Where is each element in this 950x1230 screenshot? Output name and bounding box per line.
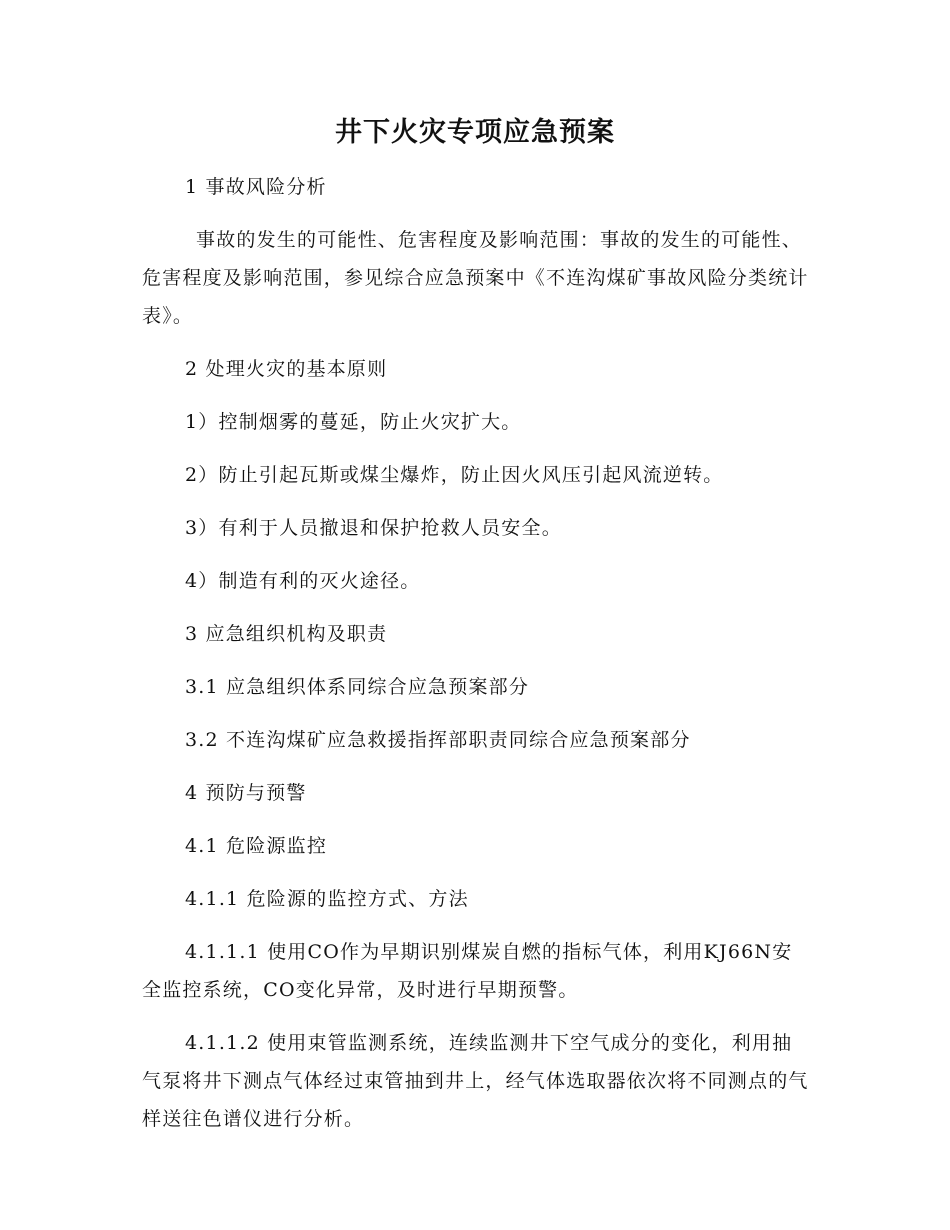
subsection-3-2: 3.2 不连沟煤矿应急救援指挥部职责同综合应急预案部分 [185, 729, 691, 751]
subsection-4-1-1: 4.1.1 危险源的监控方式、方法 [185, 888, 469, 910]
section-heading-3: 3 应急组织机构及职责 [185, 623, 388, 645]
principle-item-1: 1）控制烟雾的蔓延，防止火灾扩大。 [185, 411, 522, 433]
section-heading-2: 2 处理火灾的基本原则 [185, 358, 388, 380]
paragraph-4-1-1-2: 4.1.1.2 使用束管监测系统，连续监测井下空气成分的变化，利用抽气泵将井下测点气体经过束管抽到井上，经气体选取器依次将不同测点的气样送往色谱仪进行分析。 [142, 1032, 809, 1130]
document-body [142, 168, 810, 1138]
document-title: 井下火灾专项应急预案 [335, 117, 615, 148]
principle-item-4: 4）制造有利的灭火途径。 [185, 570, 421, 592]
subsection-4-1: 4.1 危险源监控 [185, 835, 328, 857]
subsection-3-1: 3.1 应急组织体系同综合应急预案部分 [185, 676, 530, 698]
principle-item-3: 3）有利于人员撤退和保护抢救人员安全。 [185, 517, 562, 539]
section-heading-1: 1 事故风险分析 [185, 176, 327, 198]
principle-item-2: 2）防止引起瓦斯或煤尘爆炸，防止因火风压引起风流逆转。 [185, 464, 724, 486]
section-heading-4: 4 预防与预警 [185, 782, 307, 804]
paragraph-4-1-1-1: 4.1.1.1 使用CO作为早期识别煤炭自燃的指标气体，利用KJ66N安全监控系统，CO变化异常，及时进行早期预警。 [142, 941, 793, 1001]
paragraph-risk-analysis: 事故的发生的可能性、危害程度及影响范围：事故的发生的可能性、危害程度及影响范围，参见综合应急预案中《不连沟煤矿事故风险分类统计表》。 [142, 229, 809, 327]
